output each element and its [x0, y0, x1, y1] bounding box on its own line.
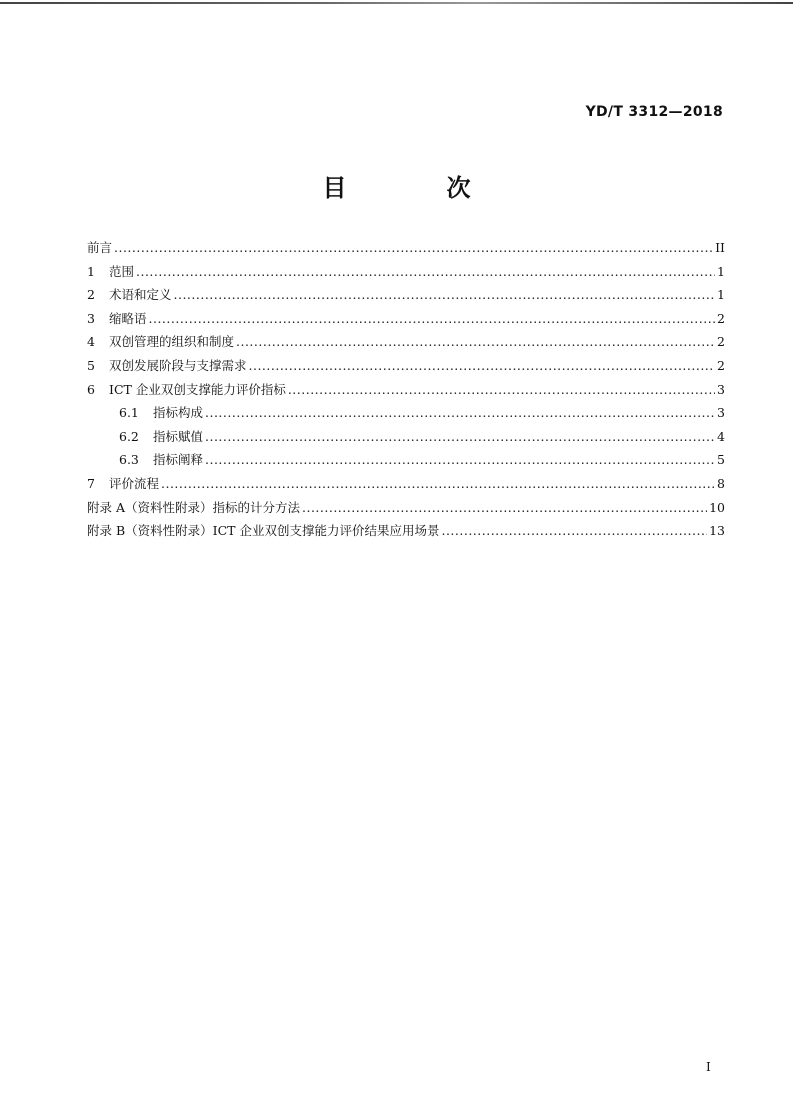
toc-entry[interactable]: [87, 427, 725, 451]
table-of-contents: [87, 238, 725, 545]
toc-entry-page: 2: [717, 310, 725, 326]
toc-leader-dots: [114, 240, 713, 255]
document-code: YD/T 3312—2018: [585, 104, 723, 120]
toc-entry-number: 6.2: [119, 428, 139, 444]
toc-entry-label: ICT 企业双创支撑能力评价指标: [109, 381, 286, 397]
toc-entry-number: 4: [87, 334, 95, 350]
toc-entry-label: 双创管理的组织和制度: [109, 334, 235, 350]
toc-entry-number: 7: [87, 475, 95, 491]
toc-leader-dots: [205, 405, 715, 420]
toc-entry-page: 10: [709, 499, 725, 515]
toc-entry-number: 3: [87, 310, 95, 326]
toc-entry[interactable]: [87, 309, 725, 333]
toc-entry-label: 附录 A（资料性附录）指标的计分方法: [87, 499, 301, 515]
toc-entry-page: 5: [717, 452, 725, 468]
toc-entry-label: 指标构成: [153, 405, 204, 421]
toc-leader-dots: [136, 264, 715, 279]
toc-entry-label: 术语和定义: [109, 287, 172, 303]
page-number: I: [706, 1060, 711, 1074]
toc-leader-dots: [161, 476, 715, 491]
page-title: 目 次: [322, 174, 509, 202]
toc-entry-label: 评价流程: [109, 475, 160, 491]
toc-leader-dots: [205, 429, 715, 444]
toc-entry-page: 2: [717, 357, 725, 373]
toc-entry[interactable]: [87, 380, 725, 404]
toc-entry-number: 6: [87, 381, 95, 397]
toc-entry-number: 6.1: [119, 405, 139, 421]
toc-entry-number: 6.3: [119, 452, 139, 468]
toc-entry[interactable]: [87, 498, 725, 522]
toc-entry-page: 4: [717, 428, 725, 444]
toc-leader-dots: [205, 452, 715, 467]
toc-entry[interactable]: [87, 285, 725, 309]
toc-entry[interactable]: [87, 521, 725, 545]
toc-leader-dots: [236, 334, 715, 349]
toc-entry-page: 3: [717, 381, 725, 397]
toc-entry-label: 双创发展阶段与支撑需求: [109, 357, 247, 373]
toc-entry-number: 1: [87, 263, 95, 279]
toc-leader-dots: [441, 523, 707, 538]
toc-entry-label: 范围: [109, 263, 135, 279]
toc-entry[interactable]: [87, 474, 725, 498]
toc-entry[interactable]: [87, 450, 725, 474]
toc-entry[interactable]: [87, 238, 725, 262]
toc-entry-page: 1: [717, 287, 725, 303]
toc-entry-label: 前言: [87, 240, 113, 255]
toc-entry[interactable]: [87, 262, 725, 286]
top-edge-line: [0, 2, 793, 4]
toc-entry-page: 2: [717, 334, 725, 350]
toc-leader-dots: [149, 311, 716, 326]
toc-leader-dots: [288, 382, 715, 397]
toc-entry-page: 8: [717, 475, 725, 491]
toc-entry[interactable]: [87, 332, 725, 356]
toc-entry-label: 缩略语: [109, 310, 147, 326]
toc-entry-label: 指标阐释: [153, 452, 204, 468]
toc-leader-dots: [174, 287, 716, 302]
toc-entry-page: 3: [717, 405, 725, 421]
toc-entry[interactable]: [87, 356, 725, 380]
toc-entry-label: 附录 B（资料性附录）ICT 企业双创支撑能力评价结果应用场景: [87, 523, 440, 539]
toc-entry-number: 2: [87, 287, 95, 303]
toc-entry[interactable]: [87, 403, 725, 427]
toc-leader-dots: [249, 358, 716, 373]
toc-entry-page: 1: [717, 263, 725, 279]
toc-entry-label: 指标赋值: [153, 428, 204, 444]
toc-entry-page: 13: [709, 523, 725, 539]
toc-leader-dots: [302, 500, 707, 515]
toc-entry-number: 5: [87, 357, 95, 373]
toc-entry-page: II: [715, 240, 725, 255]
